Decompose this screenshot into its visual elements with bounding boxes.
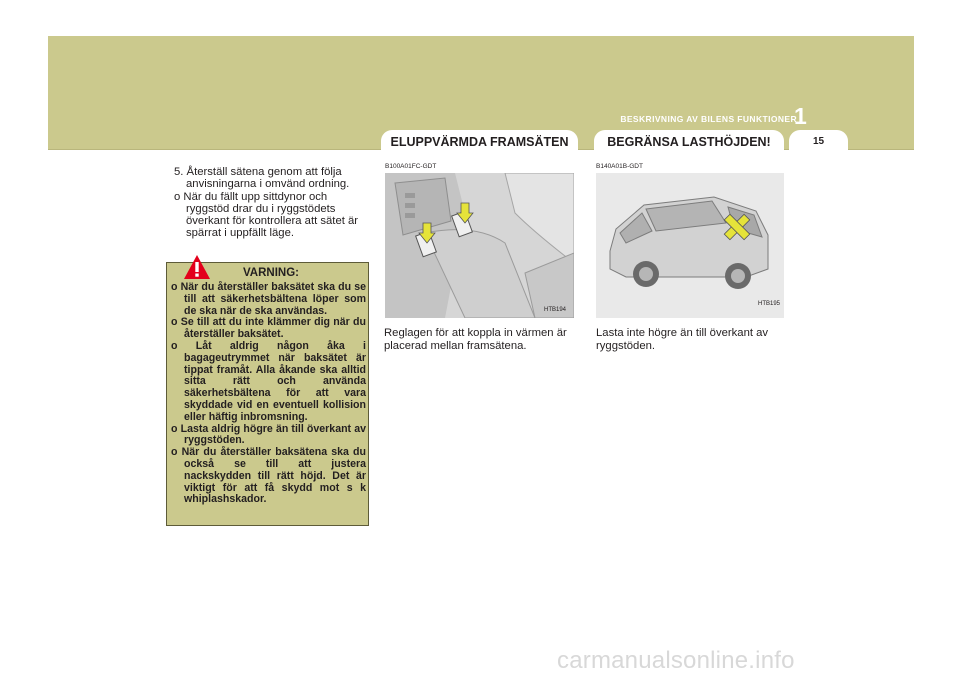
figure-car-load-height — [596, 173, 784, 318]
instruction-step-5: 5. Återställ sätena genom att följa anvisningarna i omvänd ordning. — [174, 166, 350, 191]
restore-instructions — [174, 166, 368, 240]
warning-item: o När du återställer baksätet ska du se till att säkerhetsbältena löper som de ska när de ska användas. — [171, 281, 366, 317]
section-tab-load-height: BEGRÄNSA LASTHÖJDEN! — [594, 130, 784, 150]
figure-heated-seat-switches — [385, 173, 574, 318]
figure-label: HTB195 — [758, 301, 781, 307]
warning-list — [171, 282, 366, 506]
console-illustration — [385, 173, 574, 318]
warning-box — [166, 262, 369, 526]
warning-title: VARNING: — [242, 267, 299, 279]
warning-item: o Se till att du inte klämmer dig när du återställer baksätet. — [171, 316, 366, 341]
section-code-heated-seats: B100A01FC-GDT — [385, 163, 437, 170]
warning-item: o Låt aldrig någon åka i bagageutrymmet när baksätet är tippat framåt. Alla åkande ska alltid sitta rätt och använda säkerhetsbältena för att vara skyddade vid en eventuell kollision eller häftig inbromsning. — [171, 339, 366, 423]
load-height-caption: Lasta inte högre än till överkant av ryggstöden. — [596, 327, 769, 352]
warning-item: o När du återställer baksätena ska du också se till att justera nackskydden till rätt höjd. Det är viktigt för att få skydd mot s k whiplashskador. — [171, 446, 366, 506]
section-tab-heated-seats: ELUPPVÄRMDA FRAMSÄTEN — [381, 130, 578, 150]
chapter-number: 1 — [794, 103, 807, 129]
figure-label: HTB194 — [544, 307, 567, 313]
car-illustration — [596, 173, 784, 318]
section-code-load-height: B140A01B-GDT — [596, 163, 643, 170]
watermark: carmanualsonline.info — [557, 647, 795, 674]
exclamation-triangle-icon — [183, 254, 211, 280]
instruction-check-backrest: o När du fällt upp sittdynor och ryggstöd drar du i ryggstödets överkant för kontrollera att sätet är spärrat i uppfällt läge. — [174, 190, 359, 240]
heated-seats-caption: Reglagen för att koppla in värmen är placerad mellan framsätena. — [384, 327, 567, 352]
warning-item: o Lasta aldrig högre än till överkant av ryggstöden. — [171, 422, 366, 447]
chapter-title: BESKRIVNING AV BILENS FUNKTIONER — [620, 114, 797, 124]
page-number: 15 — [789, 130, 848, 150]
